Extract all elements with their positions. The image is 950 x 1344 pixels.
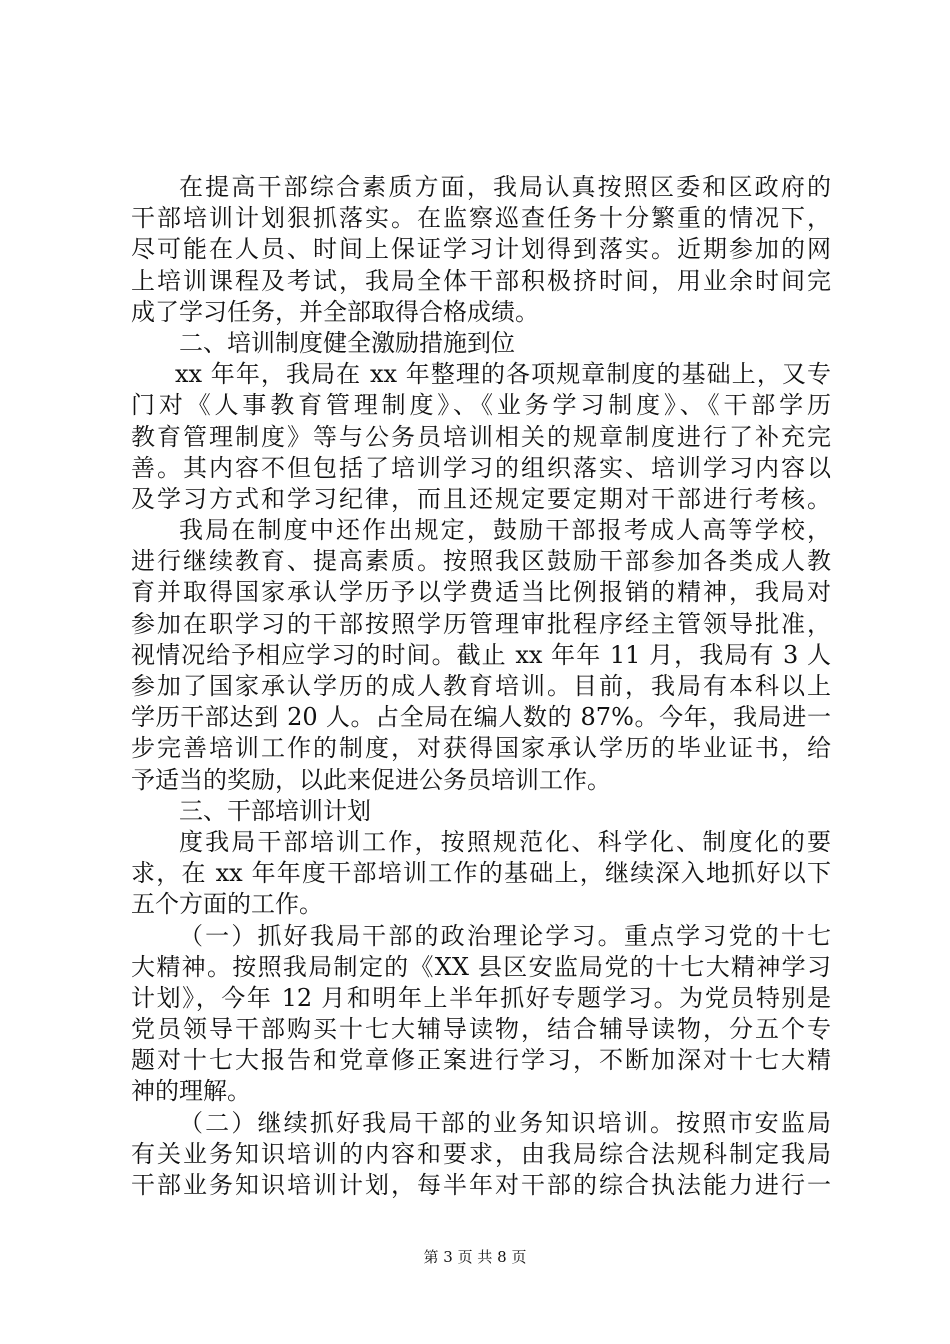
text-line: 尽可能在人员、时间上保证学习计划得到落实。近期参加的网 bbox=[131, 235, 831, 264]
page-number-footer: 第 3 页 共 8 页 bbox=[423, 1248, 527, 1266]
text-line: （二）继续抓好我局干部的业务知识培训。按照市安监局 bbox=[179, 1108, 831, 1137]
text-line: 视情况给予相应学习的时间。截止 xx 年年 11 月，我局有 3 人 bbox=[131, 640, 831, 669]
text-line: 求，在 xx 年年度干部培训工作的基础上，继续深入地抓好以下 bbox=[131, 859, 831, 888]
text-line: 善。其内容不但包括了培训学习的组织落实、培训学习内容以 bbox=[131, 453, 831, 482]
text-line: 教育管理制度》等与公务员培训相关的规章制度进行了补充完 bbox=[131, 422, 831, 451]
text-line: 大精神。按照我局制定的《XX 县区安监局党的十七大精神学习 bbox=[131, 952, 831, 981]
text-line: 五个方面的工作。 bbox=[131, 890, 323, 919]
text-line: 门对《人事教育管理制度》、《业务学习制度》、《干部学历 bbox=[131, 391, 831, 420]
text-line: 神的理解。 bbox=[131, 1077, 251, 1106]
text-line: 进行继续教育、提高素质。按照我区鼓励干部参加各类成人教 bbox=[131, 547, 831, 576]
text-line: 干部业务知识培训计划，每半年对干部的综合执法能力进行一 bbox=[131, 1171, 831, 1199]
text-line: 在提高干部综合素质方面，我局认真按照区委和区政府的 bbox=[179, 173, 831, 201]
text-line: xx 年年，我局在 xx 年整理的各项规章制度的基础上，又专 bbox=[175, 360, 831, 389]
text-line: 步完善培训工作的制度，对获得国家承认学历的毕业证书，给 bbox=[131, 734, 831, 763]
text-line: 题对十七大报告和党章修正案进行学习，不断加深对十七大精 bbox=[131, 1046, 831, 1075]
text-line: 育并取得国家承认学历予以学费适当比例报销的精神，我局对 bbox=[131, 578, 831, 607]
text-line: 党员领导干部购买十七大辅导读物，结合辅导读物，分五个专 bbox=[131, 1015, 831, 1044]
text-line: （一）抓好我局干部的政治理论学习。重点学习党的十七 bbox=[179, 921, 831, 950]
text-line: 上培训课程及考试，我局全体干部积极挤时间，用业余时间完 bbox=[131, 266, 831, 295]
text-line: 学历干部达到 20 人。占全局在编人数的 87%。今年，我局进一 bbox=[131, 703, 831, 732]
text-line: 干部培训计划狠抓落实。在监察巡查任务十分繁重的情况下， bbox=[131, 204, 831, 233]
text-line: 及学习方式和学习纪律，而且还规定要定期对干部进行考核。 bbox=[131, 484, 831, 513]
text-line: 计划》，今年 12 月和明年上半年抓好专题学习。为党员特别是 bbox=[131, 983, 831, 1012]
text-line: 参加了国家承认学历的成人教育培训。目前，我局有本科以上 bbox=[131, 672, 831, 700]
text-line: 度我局干部培训工作，按照规范化、科学化、制度化的要 bbox=[179, 827, 831, 856]
section-heading: 二、培训制度健全激励措施到位 bbox=[179, 328, 515, 357]
text-line: 予适当的奖励，以此来促进公务员培训工作。 bbox=[131, 765, 611, 794]
text-line: 参加在职学习的干部按照学历管理审批程序经主管领导批准， bbox=[131, 609, 831, 638]
text-line: 成了学习任务，并全部取得合格成绩。 bbox=[131, 297, 539, 326]
text-line: 有关业务知识培训的内容和要求，由我局综合法规科制定我局 bbox=[131, 1139, 831, 1168]
document-body bbox=[131, 172, 831, 1201]
section-heading: 三、干部培训计划 bbox=[179, 796, 371, 825]
text-line: 我局在制度中还作出规定，鼓励干部报考成人高等学校， bbox=[179, 516, 831, 545]
